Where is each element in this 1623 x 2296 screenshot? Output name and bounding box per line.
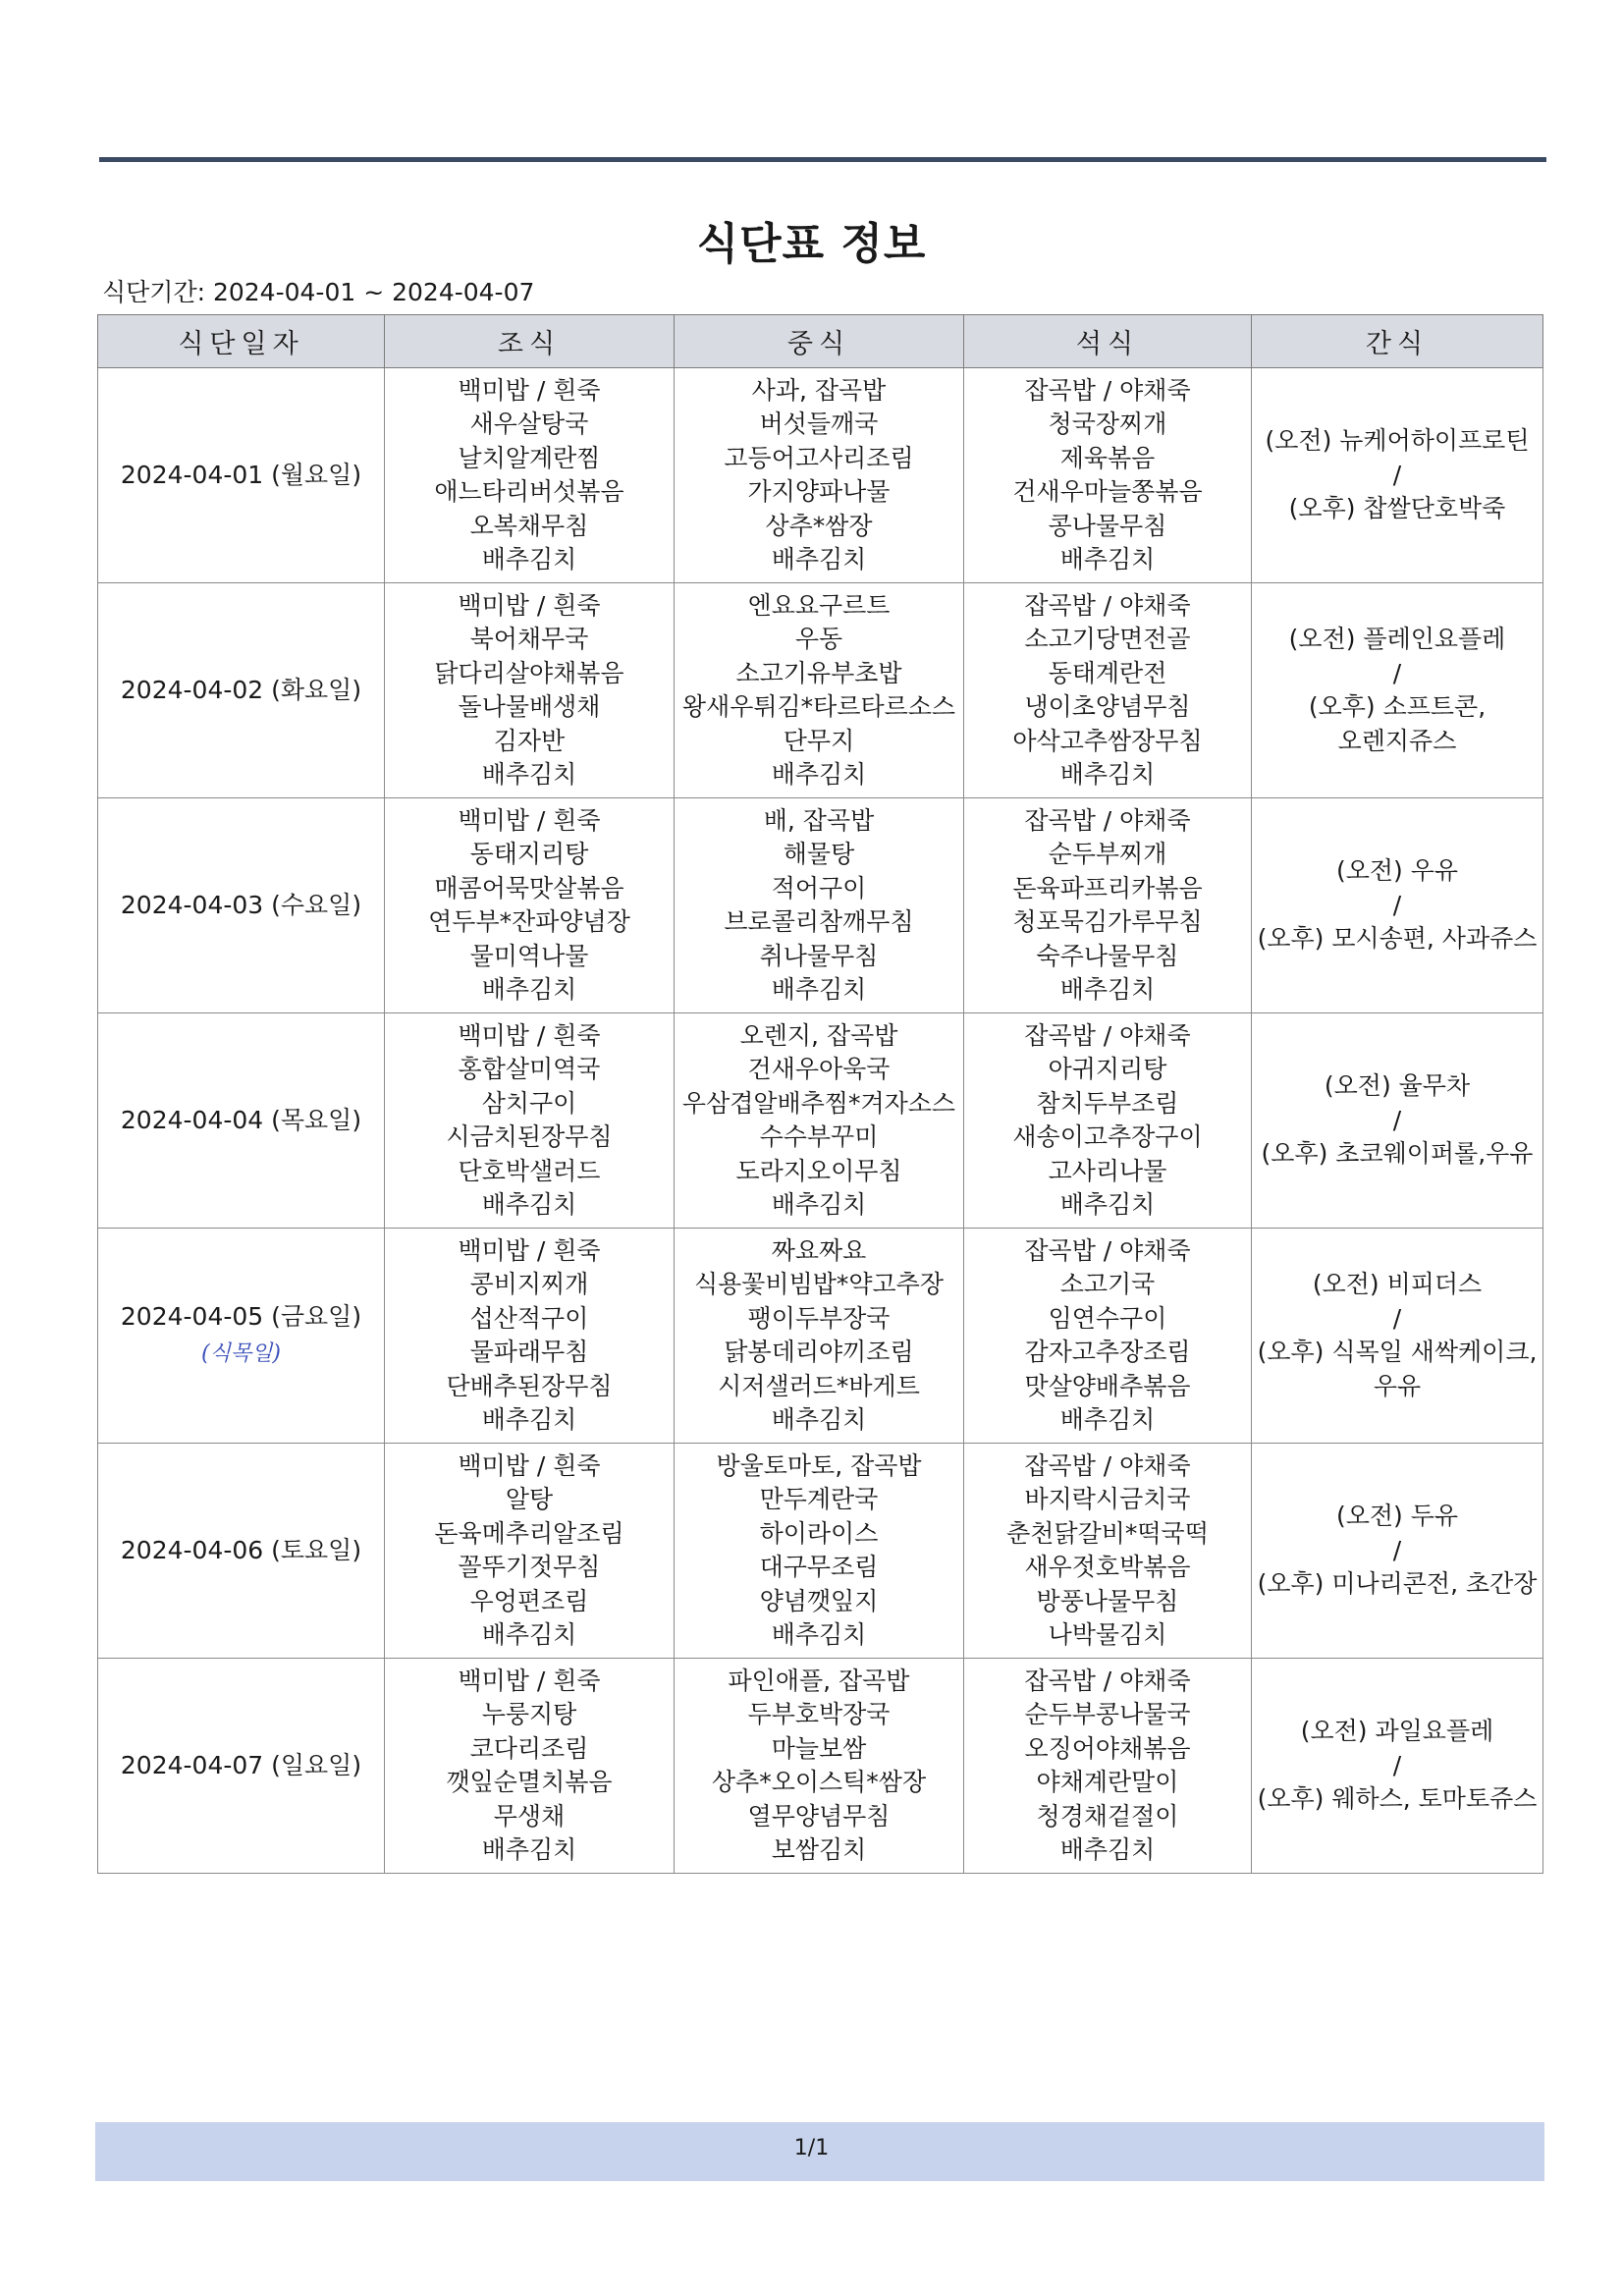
breakfast-cell <box>385 368 675 583</box>
header-lunch: 중식 <box>675 315 964 368</box>
date-text: 2024-04-06 (토요일) <box>120 1535 362 1564</box>
menu-item: 맛살양배추볶음 <box>1024 1371 1191 1400</box>
menu-item: 잡곡밥 / 야채죽 <box>1024 1666 1191 1695</box>
menu-item: 배추김치 <box>771 1190 867 1219</box>
menu-item: 배추김치 <box>481 1620 577 1649</box>
header-date: 식단일자 <box>98 315 385 368</box>
breakfast-cell <box>385 1444 675 1659</box>
table-row <box>98 583 1543 798</box>
dinner-cell <box>964 583 1252 798</box>
menu-period: 식단기간: 2024-04-01 ~ 2024-04-07 <box>102 278 535 306</box>
menu-item: 배추김치 <box>481 545 577 574</box>
menu-item: 오복채무침 <box>469 511 589 540</box>
menu-item: 순두부찌개 <box>1048 840 1167 868</box>
menu-item: 닭봉데리야끼조림 <box>724 1338 914 1366</box>
menu-item: 누룽지탕 <box>481 1700 577 1728</box>
dinner-cell <box>964 1444 1252 1659</box>
snack-item: / <box>1392 1750 1402 1779</box>
table-row <box>98 1659 1543 1874</box>
menu-table <box>97 314 1543 1874</box>
menu-item: 마늘보쌈 <box>771 1733 867 1763</box>
menu-item: 열무양념무침 <box>747 1801 891 1831</box>
menu-item: 하이라이스 <box>759 1518 879 1548</box>
menu-item: 제육볶음 <box>1059 443 1156 472</box>
menu-item: 임연수구이 <box>1048 1303 1167 1333</box>
menu-item: 야채계란말이 <box>1036 1768 1179 1796</box>
menu-item: 꼴뚜기젓무침 <box>458 1553 601 1581</box>
menu-item: 대구무조림 <box>759 1553 879 1581</box>
dinner-cell <box>964 1229 1252 1444</box>
menu-item: 시금치된장무침 <box>446 1122 613 1151</box>
snack-item: (오후) 모시송편, 사과쥬스 <box>1257 924 1538 954</box>
snack-item: (오후) 미나리콘전, 초간장 <box>1257 1569 1538 1599</box>
menu-item: 새우살탕국 <box>469 410 589 438</box>
menu-item: 방울토마토, 잡곡밥 <box>716 1450 922 1480</box>
menu-item: 새우젓호박볶음 <box>1024 1553 1191 1581</box>
date-text: 2024-04-02 (화요일) <box>120 675 362 704</box>
menu-item: 배추김치 <box>771 545 867 574</box>
menu-item: 브로콜리참깨무침 <box>724 907 914 936</box>
menu-item: 새송이고추장구이 <box>1012 1122 1203 1151</box>
menu-item: 배추김치 <box>771 760 867 789</box>
menu-item: 배추김치 <box>481 1405 577 1434</box>
menu-item: 삼치구이 <box>481 1088 577 1118</box>
snack-cell <box>1252 1444 1543 1659</box>
snack-item: (오전) 비피더스 <box>1312 1270 1483 1298</box>
dinner-cell <box>964 368 1252 583</box>
date-cell <box>98 583 385 798</box>
menu-item: 감자고추장조림 <box>1024 1338 1191 1366</box>
menu-item: 우삼겹알배추찜*겨자소스 <box>681 1088 956 1118</box>
snack-item: / <box>1392 1105 1402 1134</box>
snack-item: / <box>1392 890 1402 919</box>
table-row <box>98 1444 1543 1659</box>
menu-item: 백미밥 / 흰죽 <box>458 805 601 835</box>
menu-item: 우엉편조림 <box>469 1586 589 1615</box>
handwritten-note: (식목일) <box>201 1341 281 1366</box>
menu-item: 돌나물배생채 <box>458 692 601 721</box>
snack-item: / <box>1392 460 1402 489</box>
snack-item: (오후) 찹쌀단호박죽 <box>1288 494 1506 523</box>
menu-item: 무생채 <box>493 1801 566 1831</box>
menu-item: 엔요요구르트 <box>747 590 891 620</box>
snack-item: / <box>1392 658 1402 687</box>
snack-cell <box>1252 1229 1543 1444</box>
breakfast-cell <box>385 1659 675 1874</box>
menu-item: 아삭고추쌈장무침 <box>1012 726 1203 755</box>
dinner-cell <box>964 798 1252 1013</box>
menu-item: 물미역나물 <box>469 941 589 970</box>
menu-item: 코다리조림 <box>469 1733 589 1763</box>
table-row <box>98 368 1543 583</box>
menu-item: 알탕 <box>505 1485 554 1513</box>
snack-item: (오후) 소프트콘, <box>1308 692 1487 721</box>
menu-item: 소고기유부초밥 <box>735 658 902 687</box>
snack-item: 우유 <box>1373 1371 1422 1400</box>
snack-cell <box>1252 368 1543 583</box>
menu-item: 콩비지찌개 <box>469 1270 589 1298</box>
snack-item: (오전) 플레인요플레 <box>1288 625 1506 653</box>
menu-item: 상추*쌈장 <box>765 511 873 540</box>
breakfast-cell <box>385 798 675 1013</box>
lunch-cell <box>675 1444 964 1659</box>
snack-item: / <box>1392 1535 1402 1564</box>
snack-item: (오전) 두유 <box>1335 1502 1459 1531</box>
date-cell <box>98 1444 385 1659</box>
menu-item: 잡곡밥 / 야채죽 <box>1024 1020 1191 1050</box>
menu-item: 청국장찌개 <box>1048 410 1167 438</box>
menu-item: 매콤어묵맛살볶음 <box>434 873 624 902</box>
lunch-cell <box>675 798 964 1013</box>
menu-item: 사과, 잡곡밥 <box>751 375 887 405</box>
menu-item: 식용꽃비빔밥*약고추장 <box>693 1270 944 1298</box>
date-text: 2024-04-05 (금요일) <box>120 1301 362 1331</box>
menu-item: 시저샐러드*바게트 <box>718 1371 920 1400</box>
menu-item: 두부호박장국 <box>747 1700 891 1728</box>
menu-item: 잡곡밥 / 야채죽 <box>1024 1235 1191 1265</box>
snack-item: (오전) 우유 <box>1335 856 1459 886</box>
menu-item: 배, 잡곡밥 <box>763 805 875 835</box>
menu-item: 배추김치 <box>481 1190 577 1219</box>
snack-item: / <box>1392 1303 1402 1333</box>
menu-item: 오렌지, 잡곡밥 <box>739 1020 898 1050</box>
snack-cell <box>1252 583 1543 798</box>
menu-item: 잡곡밥 / 야채죽 <box>1024 1450 1191 1480</box>
menu-item: 백미밥 / 흰죽 <box>458 1235 601 1265</box>
menu-item: 배추김치 <box>1059 1835 1156 1864</box>
menu-item: 팽이두부장국 <box>747 1303 891 1333</box>
menu-item: 냉이초양념무침 <box>1024 692 1191 721</box>
breakfast-cell <box>385 583 675 798</box>
menu-item: 백미밥 / 흰죽 <box>458 1020 601 1050</box>
menu-item: 버섯들깨국 <box>759 410 879 438</box>
menu-item: 백미밥 / 흰죽 <box>458 1450 601 1480</box>
menu-item: 백미밥 / 흰죽 <box>458 1666 601 1695</box>
snack-item: (오후) 초코웨이퍼롤,우유 <box>1261 1139 1534 1169</box>
snack-cell <box>1252 798 1543 1013</box>
date-cell <box>98 1659 385 1874</box>
lunch-cell <box>675 1659 964 1874</box>
date-text: 2024-04-01 (월요일) <box>120 460 362 489</box>
menu-item: 청포묵김가루무침 <box>1012 907 1203 936</box>
menu-item: 건새우마늘쫑볶음 <box>1012 477 1203 506</box>
table-row <box>98 1229 1543 1444</box>
menu-item: 방풍나물무침 <box>1036 1586 1179 1615</box>
menu-item: 애느타리버섯볶음 <box>434 477 624 506</box>
header-breakfast: 조식 <box>385 315 675 368</box>
snack-item: (오전) 과일요플레 <box>1300 1717 1494 1746</box>
menu-item: 우동 <box>794 625 843 653</box>
menu-item: 청경채겉절이 <box>1036 1801 1179 1831</box>
menu-item: 백미밥 / 흰죽 <box>458 590 601 620</box>
menu-item: 참치두부조림 <box>1036 1088 1179 1118</box>
menu-item: 콩나물무침 <box>1048 511 1167 540</box>
menu-item: 보쌈김치 <box>771 1835 867 1864</box>
date-cell <box>98 798 385 1013</box>
menu-item: 도라지오이무침 <box>735 1156 902 1185</box>
menu-item: 적어구이 <box>771 873 867 902</box>
menu-item: 상추*오이스틱*쌈장 <box>711 1768 927 1796</box>
snack-item: (오후) 식목일 새싹케이크, <box>1257 1338 1538 1366</box>
snack-item: (오전) 율무차 <box>1324 1071 1471 1101</box>
dinner-cell <box>964 1013 1252 1229</box>
menu-item: 날치알계란찜 <box>458 443 601 472</box>
lunch-cell <box>675 1013 964 1229</box>
menu-item: 파인애플, 잡곡밥 <box>728 1666 910 1695</box>
menu-item: 만두계란국 <box>759 1485 879 1513</box>
menu-item: 소고기국 <box>1059 1270 1156 1298</box>
menu-item: 고등어고사리조림 <box>724 443 914 472</box>
menu-item: 돈육파프리카볶음 <box>1012 873 1203 902</box>
menu-item: 양념깻잎지 <box>759 1586 879 1615</box>
lunch-cell <box>675 1229 964 1444</box>
menu-item: 나박물김치 <box>1048 1620 1167 1649</box>
menu-item: 건새우아욱국 <box>747 1055 891 1083</box>
menu-item: 단배추된장무침 <box>446 1371 613 1400</box>
date-text: 2024-04-03 (수요일) <box>120 890 362 919</box>
date-cell <box>98 1229 385 1444</box>
menu-item: 잡곡밥 / 야채죽 <box>1024 375 1191 405</box>
menu-item: 물파래무침 <box>469 1338 589 1366</box>
menu-item: 섭산적구이 <box>469 1303 589 1333</box>
snack-item: (오후) 웨하스, 토마토쥬스 <box>1257 1784 1538 1814</box>
menu-item: 동태지리탕 <box>469 840 589 868</box>
menu-item: 배추김치 <box>1059 975 1156 1004</box>
menu-item: 왕새우튀김*타르타르소스 <box>681 692 956 721</box>
menu-item: 아귀지리탕 <box>1048 1055 1167 1083</box>
menu-item: 닭다리살야채볶음 <box>434 658 624 687</box>
menu-item: 짜요짜요 <box>771 1235 867 1265</box>
menu-item: 가지양파나물 <box>747 477 891 506</box>
menu-item: 홍합살미역국 <box>458 1055 601 1083</box>
table-row <box>98 1013 1543 1229</box>
lunch-cell <box>675 583 964 798</box>
breakfast-cell <box>385 1013 675 1229</box>
menu-item: 단호박샐러드 <box>458 1156 601 1185</box>
snack-item: (오전) 뉴케어하이프로틴 <box>1265 426 1530 456</box>
menu-item: 고사리나물 <box>1048 1156 1167 1185</box>
menu-item: 배추김치 <box>481 975 577 1004</box>
date-text: 2024-04-04 (목요일) <box>120 1105 362 1134</box>
menu-item: 소고기당면전골 <box>1024 625 1191 653</box>
menu-item: 배추김치 <box>771 975 867 1004</box>
menu-item: 배추김치 <box>1059 1190 1156 1219</box>
menu-item: 잡곡밥 / 야채죽 <box>1024 805 1191 835</box>
menu-item: 김자반 <box>493 726 566 755</box>
header-row <box>98 315 1543 368</box>
date-cell <box>98 1013 385 1229</box>
lunch-cell <box>675 368 964 583</box>
snack-item: 오렌지쥬스 <box>1337 726 1457 755</box>
header-dinner: 석식 <box>964 315 1252 368</box>
menu-item: 동태계란전 <box>1048 658 1167 687</box>
menu-item: 배추김치 <box>481 1835 577 1864</box>
menu-item: 단무지 <box>783 726 855 755</box>
breakfast-cell <box>385 1229 675 1444</box>
menu-item: 배추김치 <box>771 1405 867 1434</box>
table-row <box>98 798 1543 1013</box>
menu-item: 잡곡밥 / 야채죽 <box>1024 590 1191 620</box>
menu-item: 북어채무국 <box>469 625 589 653</box>
menu-item: 오징어야채볶음 <box>1024 1733 1191 1763</box>
top-rule <box>99 157 1546 162</box>
menu-item: 수수부꾸미 <box>759 1122 879 1151</box>
menu-item: 해물탕 <box>783 840 855 868</box>
menu-item: 돈육메추리알조림 <box>434 1518 624 1548</box>
snack-cell <box>1252 1013 1543 1229</box>
snack-cell <box>1252 1659 1543 1874</box>
page-title: 식단표 정보 <box>696 219 927 269</box>
menu-item: 배추김치 <box>1059 545 1156 574</box>
menu-item: 배추김치 <box>771 1620 867 1649</box>
menu-item: 백미밥 / 흰죽 <box>458 375 601 405</box>
menu-item: 깻잎순멸치볶음 <box>446 1768 613 1796</box>
header-snack: 간식 <box>1252 315 1543 368</box>
menu-item: 취나물무침 <box>759 941 879 970</box>
menu-item: 숙주나물무침 <box>1036 941 1179 970</box>
date-text: 2024-04-07 (일요일) <box>120 1750 362 1779</box>
menu-item: 배추김치 <box>1059 1405 1156 1434</box>
menu-item: 춘천닭갈비*떡국떡 <box>1006 1518 1209 1548</box>
date-cell <box>98 368 385 583</box>
menu-item: 바지락시금치국 <box>1024 1485 1191 1513</box>
menu-item: 순두부콩나물국 <box>1024 1700 1191 1728</box>
menu-item: 배추김치 <box>1059 760 1156 789</box>
menu-item: 배추김치 <box>481 760 577 789</box>
dinner-cell <box>964 1659 1252 1874</box>
menu-item: 연두부*잔파양념장 <box>428 907 630 936</box>
page-number: 1/1 <box>793 2136 830 2160</box>
